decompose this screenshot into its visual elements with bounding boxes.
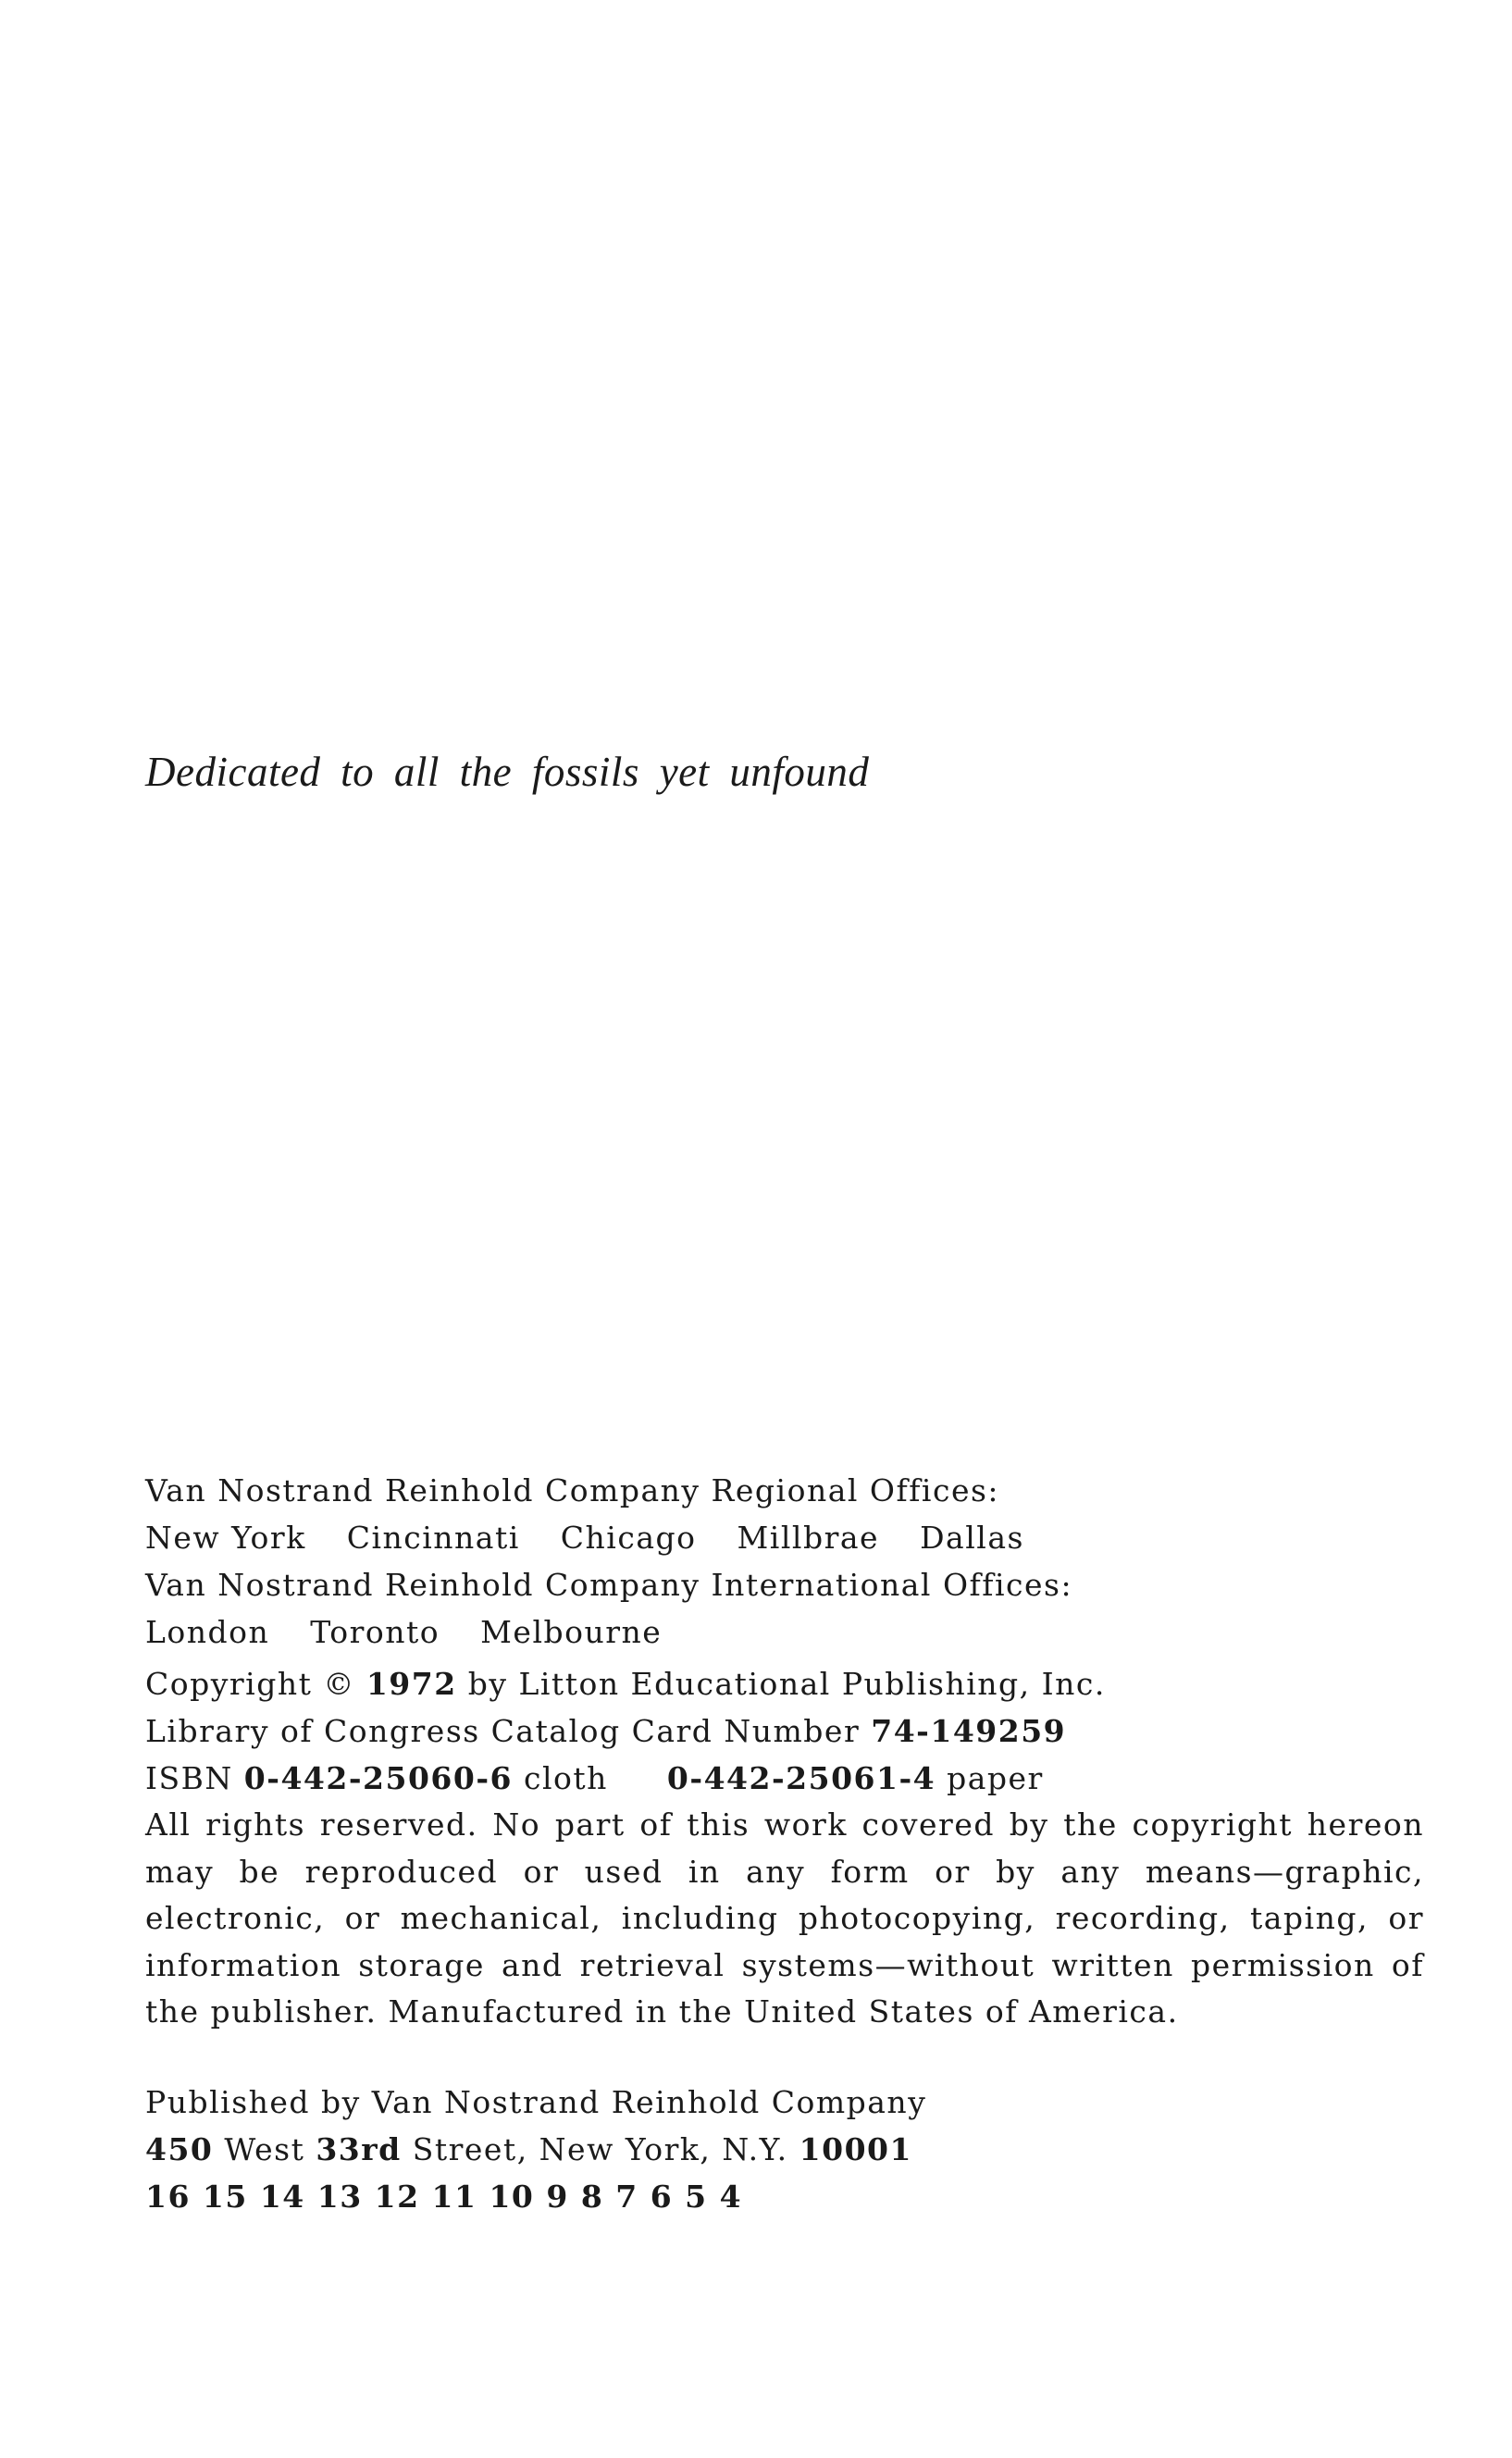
printing-line [145, 2173, 1424, 2220]
city: Dallas [920, 1520, 1024, 1556]
isbn-line [145, 1755, 1424, 1802]
rights-paragraph: All rights reserved. No part of this work covered by the copyright hereon may be reproduced or used in any form or by any means—graphic, electronic, or mechanical, including photocopying, recording, taping, or information storage and retrieval systems—without written permission of the publisher. Manufactured in the United States of America. [145, 1806, 1424, 2030]
paper-label: paper [947, 1760, 1044, 1796]
lccn-line [145, 1707, 1424, 1755]
copyright-block [145, 1660, 1424, 2036]
copyright-line [145, 1660, 1424, 1707]
lccn-label: Library of Congress Catalog Card Number [145, 1713, 861, 1749]
city: Millbrae [737, 1520, 880, 1556]
city: Toronto [310, 1614, 440, 1650]
dedication: Dedicated to all the fossils yet unfound [145, 749, 870, 795]
city: Cincinnati [346, 1520, 520, 1556]
street-city: Street, New York, N.Y. [412, 2131, 788, 2167]
isbn-cloth: 0-442-25060-6 [243, 1760, 513, 1796]
lccn-number: 74-149259 [871, 1713, 1067, 1749]
city: Chicago [560, 1520, 697, 1556]
copyright-holder: by Litton Educational Publishing, Inc. [467, 1666, 1106, 1702]
printing-numbers: 16 15 14 13 12 11 10 9 8 7 6 5 4 [145, 2179, 743, 2215]
city: New York [145, 1520, 306, 1556]
international-offices-heading: Van Nostrand Reinhold Company International Offices: [145, 1567, 1073, 1603]
isbn-paper: 0-442-25061-4 [666, 1760, 936, 1796]
publisher-block [145, 2079, 1424, 2220]
street-number: 450 [145, 2131, 214, 2167]
zip-code: 10001 [799, 2131, 912, 2167]
copyright-year: 1972 [366, 1666, 457, 1702]
published-by: Published by Van Nostrand Reinhold Company [145, 2084, 927, 2120]
city: Melbourne [480, 1614, 663, 1650]
street-33rd: 33rd [316, 2131, 402, 2167]
street-west: West [224, 2131, 305, 2167]
city: London [145, 1614, 270, 1650]
offices-block [145, 1467, 1424, 1656]
publisher-address [145, 2126, 1424, 2173]
isbn-label: ISBN [145, 1760, 233, 1796]
cloth-label: cloth [523, 1760, 608, 1796]
copyright-prefix: Copyright © [145, 1666, 355, 1702]
regional-cities [145, 1514, 1424, 1561]
regional-offices-heading: Van Nostrand Reinhold Company Regional Offices: [145, 1472, 1000, 1508]
international-cities [145, 1608, 1424, 1656]
